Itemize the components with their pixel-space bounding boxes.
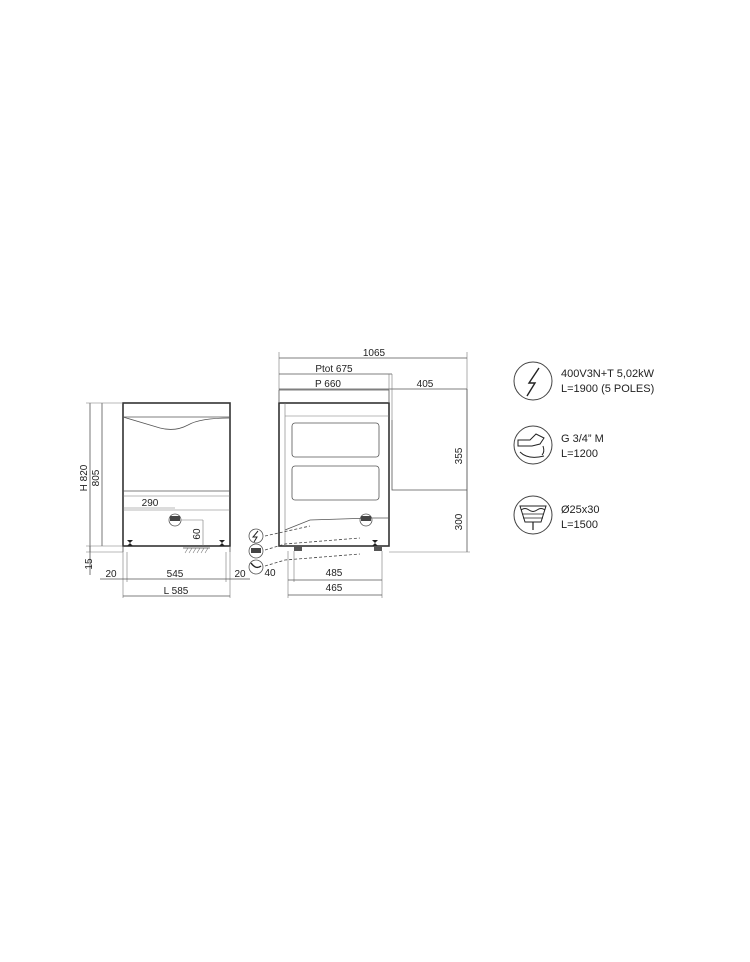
dim-base-depth-inner: 465 [325, 583, 343, 594]
lightning-icon [514, 362, 552, 400]
side-view [249, 348, 470, 598]
side-window-upper [292, 423, 379, 457]
front-view [79, 403, 250, 598]
spec-electric-line2: L=1900 (5 POLES) [561, 383, 655, 395]
dim-depth-p: P 660 [315, 379, 341, 390]
dim-drain-offset: 290 [141, 498, 159, 509]
dim-lower-height: 300 [454, 513, 465, 531]
dim-conn-offset: 40 [264, 568, 276, 579]
dim-foot-height: 15 [84, 558, 95, 570]
front-foot-right [219, 540, 225, 546]
drain-icon [514, 496, 552, 534]
dim-depth-total: 1065 [362, 348, 386, 359]
connection-dash-drain [265, 554, 360, 566]
side-foot-left [294, 546, 302, 551]
side-foot-marker [372, 540, 378, 546]
dim-drain-height: 60 [192, 528, 203, 540]
side-electric-icon [249, 529, 263, 543]
spec-electric-line1: 400V3N+T 5,02kW [561, 368, 655, 380]
dim-depth-ptot: Ptot 675 [315, 364, 353, 375]
dim-height-inner: 805 [91, 469, 102, 487]
front-hood-handle [123, 417, 230, 429]
front-foot-left [127, 540, 133, 546]
dim-side-right: 20 [234, 569, 246, 580]
spec-drain-line1: Ø25x30 [561, 504, 600, 516]
side-drain-icon [249, 560, 263, 574]
side-water-icon [249, 544, 263, 558]
water-tap-icon [514, 426, 552, 464]
spec-water-line1: G 3/4” M [561, 433, 604, 445]
dim-upper-height: 355 [454, 447, 465, 465]
dim-side-left: 20 [105, 569, 117, 580]
connection-dash-electric [265, 526, 310, 536]
spec-water-line2: L=1200 [561, 448, 599, 460]
floor-hatch [183, 548, 210, 553]
spec-legend [514, 362, 655, 534]
dim-base-depth: 485 [325, 568, 343, 579]
spec-drain-line2: L=1500 [561, 519, 599, 531]
side-foot-right [374, 546, 382, 551]
front-body-outline [123, 403, 230, 546]
dim-width-total: L 585 [163, 586, 189, 597]
side-window-lower [292, 466, 379, 500]
side-drain-symbol [360, 514, 372, 526]
side-body-outline [279, 403, 389, 546]
dim-door-depth: 405 [416, 379, 434, 390]
dim-width-inner: 545 [166, 569, 184, 580]
dim-height-total: H 820 [79, 464, 90, 492]
